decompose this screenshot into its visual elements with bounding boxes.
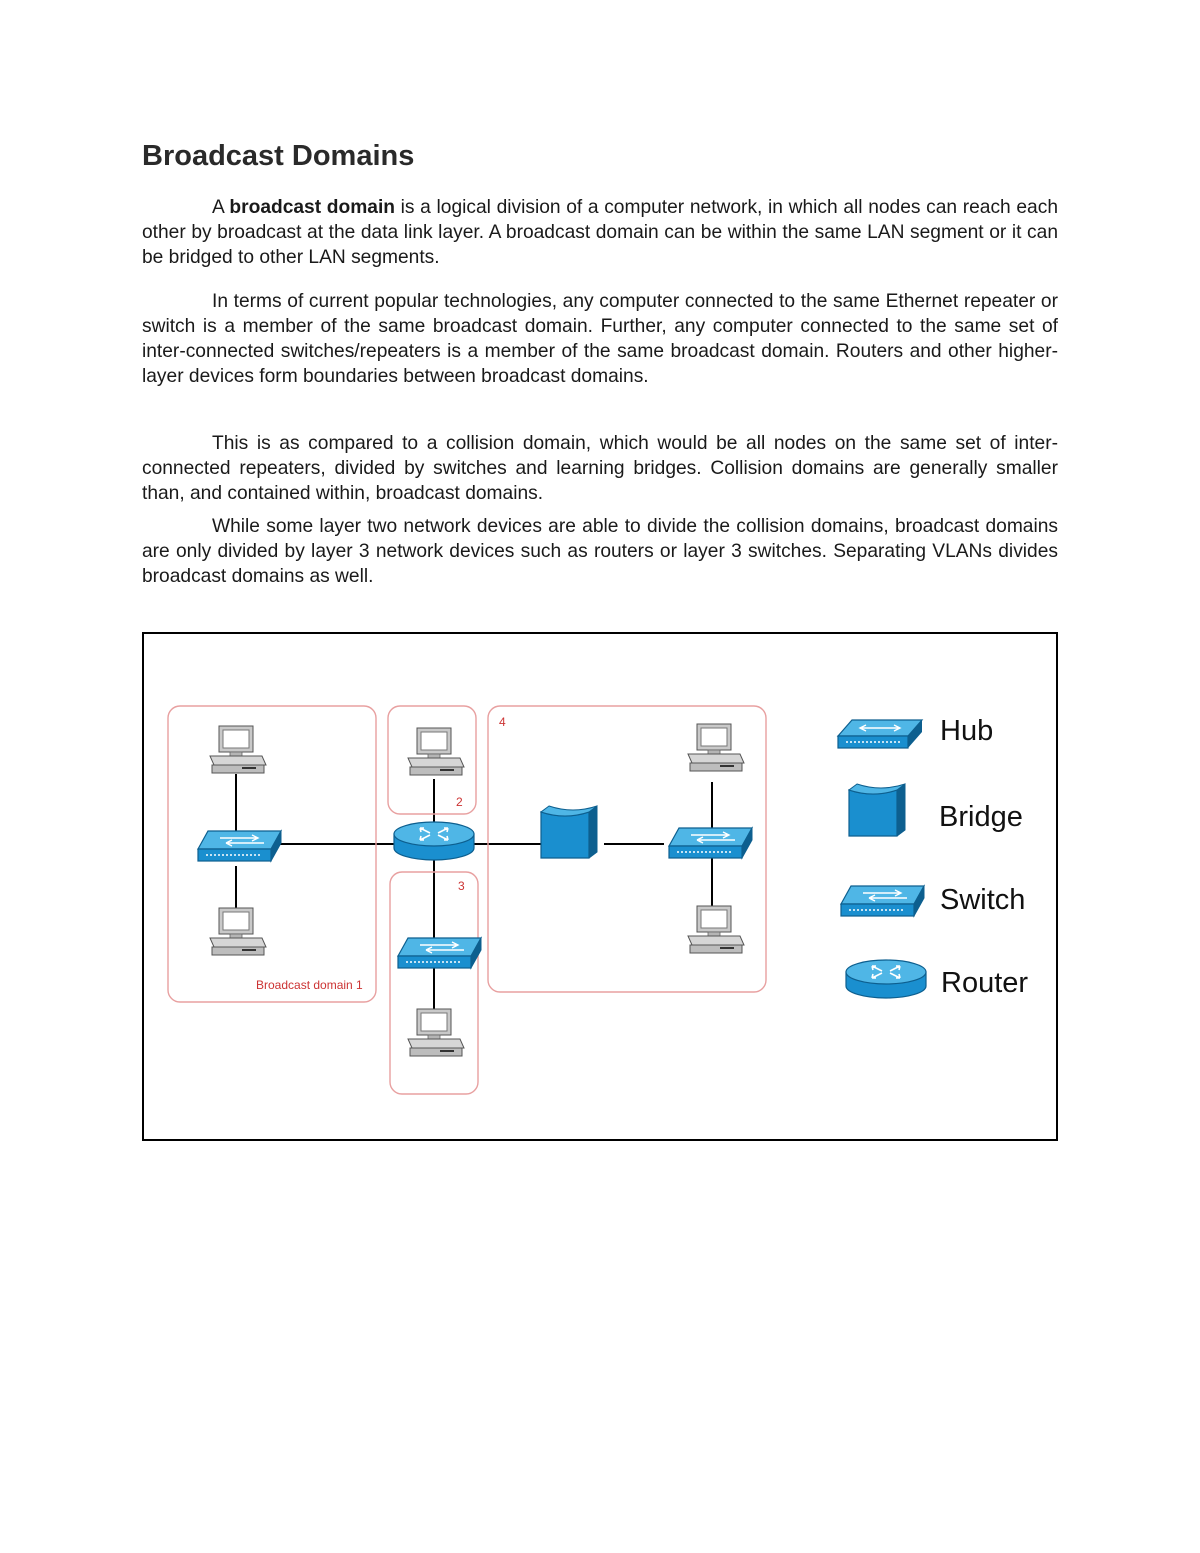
computer-icon [688,906,744,953]
paragraph-1-start: A [212,197,230,218]
computer-icon [688,724,744,771]
legend-hub-label: Hub [940,715,994,747]
hub-icon [838,720,922,748]
hub-icon [198,831,281,861]
domain-4-label: 4 [499,715,506,729]
computer-icon [210,726,266,773]
legend-bridge-label: Bridge [939,801,1023,833]
domain-3-label: 3 [458,879,465,893]
paragraph-1-rest: is a logical division of a computer network, in which all nodes can reach each other by broadcast at the data link layer. A broadcast domain can be within the same LAN segment or it can be bridged to other LAN segments. [142,197,1058,268]
legend [838,715,1028,999]
bold-term-broadcast-domain: broadcast domain [229,197,395,218]
domain-2-label: 2 [456,795,463,809]
router-icon [394,822,474,860]
computer-icon [408,728,464,775]
bridge-icon [541,806,597,858]
legend-router-label: Router [941,967,1029,999]
switch-icon [841,886,924,916]
computer-icon [210,908,266,955]
bridge-icon [849,784,905,836]
router-icon [846,960,926,998]
network-diagram-frame [142,632,1058,1141]
legend-switch-label: Switch [940,884,1026,916]
paragraph-4: While some layer two network devices are able to divide the collision domains, broadcast domains are only divided by layer 3 network devices such as routers or layer 3 switches. Separating VLANs divides broadcast domains as well. [142,516,1058,587]
domain-1-label: Broadcast domain 1 [256,978,363,992]
switch-icon [398,938,481,968]
paragraph-1 [142,195,1058,270]
page-title: Broadcast Domains [142,140,415,172]
network-diagram [144,634,1056,1139]
paragraph-2: In terms of current popular technologies, any computer connected to the same Ethernet repeater or switch is a member of the same broadcast domain. Further, any computer connected to the same set of inter-connected switches/repeaters is a member of the same broadcast domain. Routers and other higher-layer devices form boundaries between broadcast domains. [142,291,1058,387]
paragraph-3: This is as compared to a collision domain, which would be all nodes on the same set of inter-connected repeaters, divided by switches and learning bridges. Collision domains are generally smaller than, and contained within, broadcast domains. [142,433,1058,504]
computer-icon [408,1009,464,1056]
switch-icon [669,828,752,858]
